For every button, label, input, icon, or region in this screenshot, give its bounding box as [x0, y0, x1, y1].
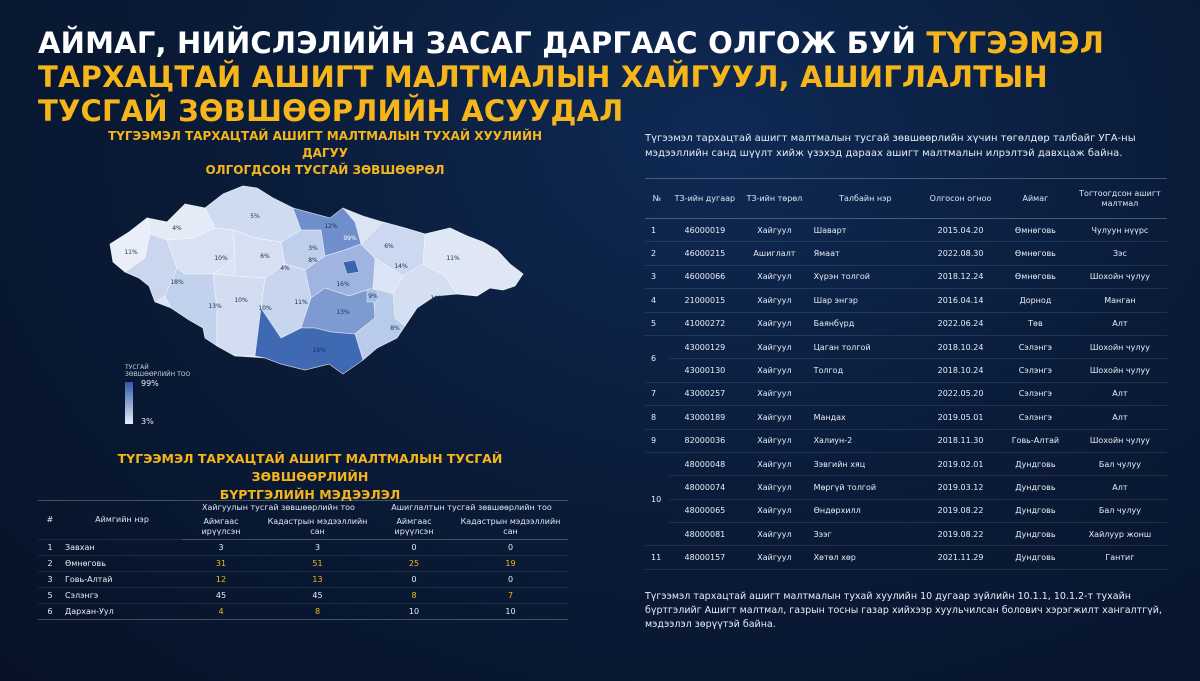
col-group-exploration: Хайгуулын тусгай зөвшөөрлийн тоо [182, 501, 375, 516]
map-label: 12% [324, 223, 338, 230]
cell-site-name: Шар энгэр [808, 289, 924, 312]
cell-value-highlight: 25 [375, 556, 453, 572]
table-row [645, 452, 1167, 475]
map-label: 14% [430, 295, 444, 302]
cell-aimag: Сэлэнгэ [998, 406, 1073, 429]
map-label: 13% [208, 303, 222, 310]
cell-issued-date: 2022.06.24 [923, 312, 998, 335]
cell-aimag: Өмнөговь [62, 556, 182, 572]
cell-value: 3 [182, 540, 260, 556]
page-title-highlight: ТҮГЭЭМЭЛ ТАРХАЦТАЙ АШИГТ МАЛТМАЛЫН ХАЙГУУЛ, АШИГЛАЛТЫН ТУСГАЙ ЗӨВШӨӨРЛИЙН АСУУДАЛ [38, 26, 1105, 128]
map-label: 11% [294, 299, 308, 306]
cell-value: 45 [260, 588, 375, 604]
map-label: 6% [384, 243, 394, 250]
page-title-white: АЙМАГ, НИЙСЛЭЛИЙН ЗАСАГ ДАРГААС ОЛГОЖ БУЙ [38, 26, 927, 60]
table-row [645, 476, 1167, 499]
cell-issued-date: 2018.10.24 [923, 359, 998, 382]
map-title-line2: ОЛГОГДСОН ТУСГАЙ ЗӨВШӨӨРӨЛ [205, 163, 445, 177]
cell-mineral: Алт [1073, 406, 1167, 429]
table-row [645, 382, 1167, 405]
cell-site-name [808, 382, 924, 405]
cell-site-name: Зэвгийн хяц [808, 452, 924, 475]
cell-issued-date: 2018.11.30 [923, 429, 998, 452]
cell-site-name: Өндөрхилл [808, 499, 924, 522]
table-row [645, 406, 1167, 429]
cell-aimag: Өмнөговь [998, 265, 1073, 288]
cell-value: 3 [260, 540, 375, 556]
cell-site-name: Толгод [808, 359, 924, 382]
cell-issued-date: 2018.12.24 [923, 265, 998, 288]
cell-issued-date: 2019.08.22 [923, 523, 998, 546]
cell-license-no: 48000065 [669, 499, 742, 522]
cell-num: 3 [38, 572, 62, 588]
cell-license-no: 46000215 [669, 242, 742, 265]
cell-num: 2 [38, 556, 62, 572]
col-header-name: Аймгийн нэр [62, 501, 182, 540]
cell-num: 7 [645, 382, 669, 405]
cell-num: 8 [645, 406, 669, 429]
cell-value: 0 [453, 572, 568, 588]
table-row [645, 359, 1167, 382]
table-row [645, 523, 1167, 546]
cell-mineral: Шохойн чулуу [1073, 335, 1167, 358]
table-row [645, 335, 1167, 358]
cell-issued-date: 2019.02.01 [923, 452, 998, 475]
cell-license-no: 43000257 [669, 382, 742, 405]
cell-license-no: 48000081 [669, 523, 742, 546]
cell-license-type: Хайгуул [741, 335, 807, 358]
map-label: 8% [308, 257, 318, 264]
cell-value-highlight: 51 [260, 556, 375, 572]
map-label: 10% [214, 255, 228, 262]
cell-mineral: Алт [1073, 476, 1167, 499]
legend-high-label: 99% [141, 379, 159, 388]
cell-aimag: Сэлэнгэ [998, 382, 1073, 405]
cell-issued-date: 2016.04.14 [923, 289, 998, 312]
map-label: 19% [312, 347, 326, 354]
cell-license-type: Хайгуул [741, 406, 807, 429]
cell-license-no: 43000189 [669, 406, 742, 429]
cell-value-highlight: 19 [453, 556, 568, 572]
cell-aimag: Сэлэнгэ [998, 359, 1073, 382]
cell-site-name: Мандах [808, 406, 924, 429]
registry-title-line1: ТҮГЭЭМЭЛ ТАРХАЦТАЙ АШИГТ МАЛТМАЛЫН ТУСГАЙ ЗӨВШӨӨРЛИЙН [117, 451, 503, 484]
cell-issued-date: 2019.05.01 [923, 406, 998, 429]
cell-aimag: Завхан [62, 540, 182, 556]
cell-site-name: Шаварт [808, 219, 924, 242]
licenses-footer-text: Түгээмэл тархацтай ашигт малтмалын тухай хуулийн 10 дугаар зүйлийн 10.1.1, 10.1.2-т тухайн бүртгэлийг Ашигт малтмал, газрын тосны газар хийхээр хуульчилсан болович хэрэгжилт хангалтгүй, мэдээлэл зөрүүтэй байна. [645, 591, 1162, 630]
cell-license-type: Ашиглалт [741, 242, 807, 265]
cell-aimag: Дундговь [998, 476, 1073, 499]
cell-aimag: Өмнөговь [998, 242, 1073, 265]
cell-mineral: Шохойн чулуу [1073, 429, 1167, 452]
mongolia-choropleth-map [105, 178, 525, 378]
map-label: 10% [234, 297, 248, 304]
cell-issued-date: 2015.04.20 [923, 219, 998, 242]
cell-value: 0 [375, 572, 453, 588]
cell-license-type: Хайгуул [741, 265, 807, 288]
map-label: 13% [336, 309, 350, 316]
table-row [645, 265, 1167, 288]
cell-aimag: Дундговь [998, 546, 1073, 569]
cell-license-type: Хайгуул [741, 546, 807, 569]
licenses-table [645, 178, 1167, 570]
cell-mineral: Алт [1073, 382, 1167, 405]
cell-aimag: Сэлэнгэ [998, 335, 1073, 358]
col-header-license-type: ТЗ-ийн төрөл [741, 179, 807, 219]
cell-aimag: Өмнөговь [998, 219, 1073, 242]
cell-license-no: 82000036 [669, 429, 742, 452]
cell-num: 11 [645, 546, 669, 569]
col-header-num: # [38, 501, 62, 540]
col-header-issued-date: Олгосон огноо [923, 179, 998, 219]
map-title [100, 128, 550, 179]
cell-num: 3 [645, 265, 669, 288]
cell-license-type: Хайгуул [741, 476, 807, 499]
cell-num: 4 [645, 289, 669, 312]
cell-site-name: Хүрэн толгой [808, 265, 924, 288]
cell-license-type: Хайгуул [741, 382, 807, 405]
cell-mineral: Алт [1073, 312, 1167, 335]
cell-license-no: 48000074 [669, 476, 742, 499]
cell-site-name: Халиун-2 [808, 429, 924, 452]
cell-aimag: Дундговь [998, 523, 1073, 546]
table-row [38, 588, 568, 604]
map-title-line1: ТҮГЭЭМЭЛ ТАРХАЦТАЙ АШИГТ МАЛТМАЛЫН ТУХАЙ ХУУЛИЙН ДАГУУ [107, 129, 543, 160]
cell-num: 10 [645, 452, 669, 546]
col-header-sub: Кадастрын мэдээллийн сан [260, 515, 375, 540]
cell-license-no: 48000048 [669, 452, 742, 475]
cell-num: 2 [645, 242, 669, 265]
cell-mineral: Шохойн чулуу [1073, 265, 1167, 288]
cell-issued-date: 2021.11.29 [923, 546, 998, 569]
table-row [38, 572, 568, 588]
cell-aimag: Сэлэнгэ [62, 588, 182, 604]
map-label: 14% [394, 263, 408, 270]
cell-num: 5 [38, 588, 62, 604]
cell-num: 5 [645, 312, 669, 335]
col-header-aimag: Аймаг [998, 179, 1073, 219]
cell-site-name: Ямаат [808, 242, 924, 265]
legend-gradient-bar [125, 382, 133, 424]
cell-site-name: Хөтөл хөр [808, 546, 924, 569]
cell-aimag: Дархан-Уул [62, 604, 182, 620]
table-row [645, 546, 1167, 569]
table-row [645, 429, 1167, 452]
cell-aimag: Дорнод [998, 289, 1073, 312]
cell-site-name: Зээг [808, 523, 924, 546]
cell-site-name: Мөргүй толгой [808, 476, 924, 499]
registry-title-line2: БҮРТГЭЛИЙН МЭДЭЭЛЭЛ [219, 487, 401, 502]
map-svg [105, 178, 525, 378]
cell-license-type: Хайгуул [741, 429, 807, 452]
table-row [38, 556, 568, 572]
cell-license-no: 48000157 [669, 546, 742, 569]
cell-issued-date: 2019.03.12 [923, 476, 998, 499]
cell-mineral: Бал чулуу [1073, 499, 1167, 522]
cell-license-type: Хайгуул [741, 219, 807, 242]
cell-license-type: Хайгуул [741, 452, 807, 475]
col-header-mineral: Тогтоогдсон ашигт малтмал [1073, 179, 1167, 219]
cell-license-no: 43000129 [669, 335, 742, 358]
cell-value: 45 [182, 588, 260, 604]
cell-issued-date: 2022.08.30 [923, 242, 998, 265]
cell-mineral: Манган [1073, 289, 1167, 312]
legend-low-label: 3% [141, 417, 154, 426]
cell-license-type: Хайгуул [741, 523, 807, 546]
cell-license-type: Хайгуул [741, 289, 807, 312]
cell-site-name: Баянбүрд [808, 312, 924, 335]
cell-license-no: 21000015 [669, 289, 742, 312]
table-row [38, 604, 568, 620]
cell-site-name: Цаган толгой [808, 335, 924, 358]
col-header-sub: Аймгаас ирүүлсэн [182, 515, 260, 540]
cell-value: 10 [375, 604, 453, 620]
col-header-num: № [645, 179, 669, 219]
map-label: 10% [258, 305, 272, 312]
table-row [645, 312, 1167, 335]
table-row [645, 289, 1167, 312]
licenses-table-body [645, 219, 1167, 570]
cell-value-highlight: 7 [453, 588, 568, 604]
map-label: 99% [343, 235, 357, 242]
cell-issued-date: 2022.05.20 [923, 382, 998, 405]
map-label: 4% [172, 225, 182, 232]
cell-num: 9 [645, 429, 669, 452]
cell-license-type: Хайгуул [741, 359, 807, 382]
map-label: 4% [280, 265, 290, 272]
cell-mineral: Гантиг [1073, 546, 1167, 569]
map-label: 3% [308, 245, 318, 252]
cell-license-no: 43000130 [669, 359, 742, 382]
map-label: 6% [260, 253, 270, 260]
col-header-site-name: Талбайн нэр [808, 179, 924, 219]
cell-num: 6 [38, 604, 62, 620]
cell-mineral: Шохойн чулуу [1073, 359, 1167, 382]
cell-license-no: 46000019 [669, 219, 742, 242]
table-row [645, 242, 1167, 265]
col-header-sub: Аймгаас ирүүлсэн [375, 515, 453, 540]
cell-aimag: Говь-Алтай [62, 572, 182, 588]
table-row [645, 219, 1167, 242]
cell-value-highlight: 13 [260, 572, 375, 588]
map-label: 9% [368, 293, 378, 300]
cell-mineral: Хайлуур жонш [1073, 523, 1167, 546]
col-group-exploitation: Ашиглалтын тусгай зөвшөөрлийн тоо [375, 501, 568, 516]
cell-issued-date: 2018.10.24 [923, 335, 998, 358]
map-label: 5% [250, 213, 260, 220]
map-label: 8% [390, 325, 400, 332]
page-title [38, 26, 1178, 128]
legend-title: ТУСГАЙ ЗӨВШӨӨРЛИЙН ТОО [125, 364, 191, 378]
cell-mineral: Зэс [1073, 242, 1167, 265]
cell-issued-date: 2019.08.22 [923, 499, 998, 522]
cell-value: 0 [453, 540, 568, 556]
cell-num: 1 [645, 219, 669, 242]
cell-num: 1 [38, 540, 62, 556]
map-legend [125, 364, 245, 434]
cell-aimag: Дундговь [998, 452, 1073, 475]
map-label: 16% [336, 281, 350, 288]
registry-table [38, 500, 568, 620]
col-header-license-no: ТЗ-ийн дугаар [669, 179, 742, 219]
cell-license-type: Хайгуул [741, 499, 807, 522]
cell-aimag: Дундговь [998, 499, 1073, 522]
cell-aimag: Говь-Алтай [998, 429, 1073, 452]
cell-license-type: Хайгуул [741, 312, 807, 335]
cell-mineral: Бал чулуу [1073, 452, 1167, 475]
cell-value-highlight: 8 [375, 588, 453, 604]
cell-value-highlight: 4 [182, 604, 260, 620]
cell-aimag: Төв [998, 312, 1073, 335]
cell-value-highlight: 8 [260, 604, 375, 620]
cell-license-no: 41000272 [669, 312, 742, 335]
map-label: 11% [124, 249, 138, 256]
registry-title [60, 450, 560, 504]
cell-value-highlight: 12 [182, 572, 260, 588]
map-label: 18% [170, 279, 184, 286]
table-row [38, 540, 568, 556]
cell-value: 10 [453, 604, 568, 620]
cell-license-no: 46000066 [669, 265, 742, 288]
cell-value: 0 [375, 540, 453, 556]
map-label: 11% [446, 255, 460, 262]
cell-value-highlight: 31 [182, 556, 260, 572]
cell-num: 6 [645, 335, 669, 382]
table-row [645, 499, 1167, 522]
col-header-sub: Кадастрын мэдээллийн сан [453, 515, 568, 540]
licenses-intro-text: Түгээмэл тархацтай ашигт малтмалын тусгай зөвшөөрлийн хүчин төгөлдөр талбайг УГА-ны мэдээллийн санд шүүлт хийж үзэхэд дараах ашигт малтмалын илрэлтэй давхцаж байна. [645, 133, 1136, 159]
cell-mineral: Чулуун нүүрс [1073, 219, 1167, 242]
